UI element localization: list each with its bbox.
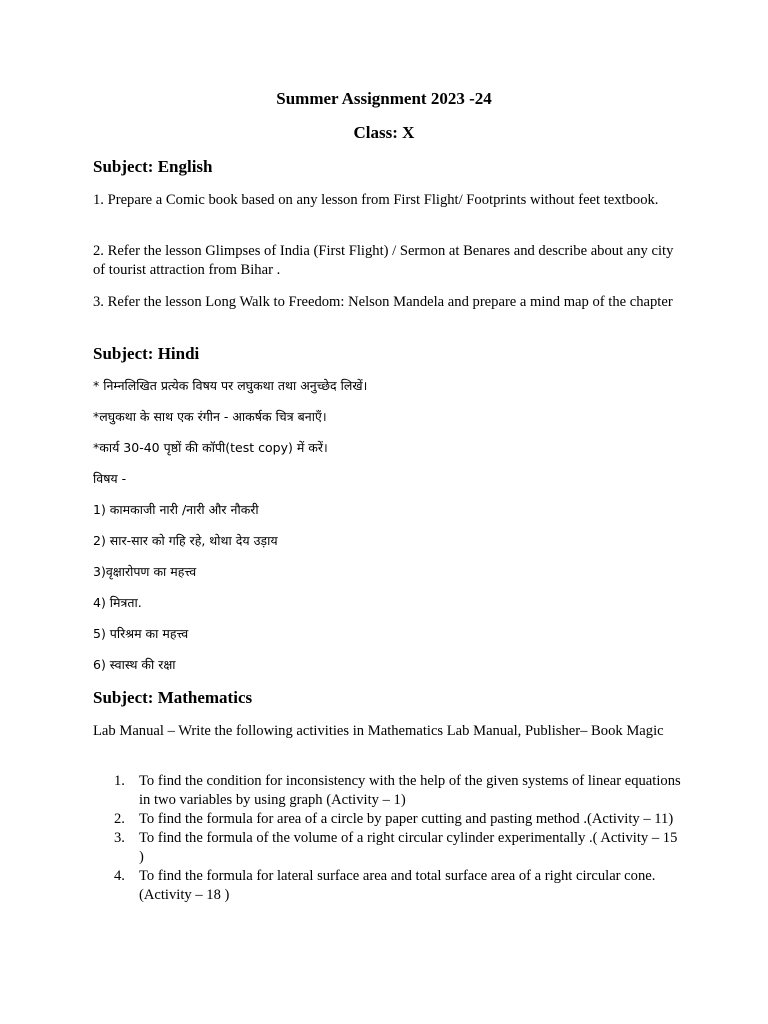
list-item-text: To find the formula for lateral surface area and total surface area of a right circular cone. (Activity – 18 )	[139, 868, 656, 903]
hindi-topic-3: 3)वृक्षारोपण का महत्त्व	[93, 564, 197, 579]
page-title: Summer Assignment 2023 -24	[276, 89, 492, 108]
list-item-text: To find the condition for inconsistency with the help of the given systems of linear equations in two variables by using graph (Activity – 1)	[139, 773, 681, 808]
list-item	[93, 867, 683, 905]
hindi-instruction-2: *लघुकथा के साथ एक रंगीन - आकर्षक चित्र बनाएँ।	[93, 409, 327, 424]
list-item-number: 1.	[114, 773, 125, 789]
list-item-number: 2.	[114, 811, 125, 827]
hindi-topic-1: 1) कामकाजी नारी /नारी और नौकरी	[93, 502, 259, 517]
mathematics-heading: Subject: Mathematics	[93, 688, 253, 707]
hindi-topic-4: 4) मित्रता.	[93, 595, 142, 610]
hindi-instruction-1: * निम्नलिखित प्रत्येक विषय पर लघुकथा तथा अनुच्छेद लिखें।	[93, 378, 368, 393]
english-item-1: 1. Prepare a Comic book based on any lesson from First Flight/ Footprints without feet textbook.	[93, 192, 659, 208]
list-item	[93, 829, 683, 867]
list-item-text: To find the formula of the volume of a right circular cylinder experimentally .( Activity – 15 )	[139, 830, 678, 865]
class-label: Class: X	[353, 123, 415, 142]
list-item-text: To find the formula for area of a circle by paper cutting and pasting method .(Activity – 11)	[139, 811, 674, 827]
hindi-topics-label: विषय -	[93, 471, 127, 486]
hindi-topic-5: 5) परिश्रम का महत्त्व	[93, 626, 189, 641]
hindi-heading: Subject: Hindi	[93, 344, 200, 363]
mathematics-intro: Lab Manual – Write the following activities in Mathematics Lab Manual, Publisher– Book Magic	[93, 723, 664, 739]
english-item-3: 3. Refer the lesson Long Walk to Freedom: Nelson Mandela and prepare a mind map of the chapter	[93, 294, 673, 310]
hindi-topic-6: 6) स्वास्थ की रक्षा	[93, 657, 176, 672]
activities-list	[93, 772, 683, 905]
hindi-instruction-3: *कार्य 30-40 पृष्ठों की कॉपी(test copy) में करें।	[93, 440, 328, 455]
english-heading: Subject: English	[93, 157, 213, 176]
english-item-2: 2. Refer the lesson Glimpses of India (First Flight) / Sermon at Benares and describe about any city of tourist attraction from Bihar .	[93, 243, 674, 278]
list-item-number: 4.	[114, 868, 125, 884]
list-item	[93, 772, 683, 810]
hindi-topic-2: 2) सार-सार को गहि रहे, थोथा देय उड़ाय	[93, 533, 278, 548]
list-item	[93, 810, 683, 829]
list-item-number: 3.	[114, 830, 125, 846]
